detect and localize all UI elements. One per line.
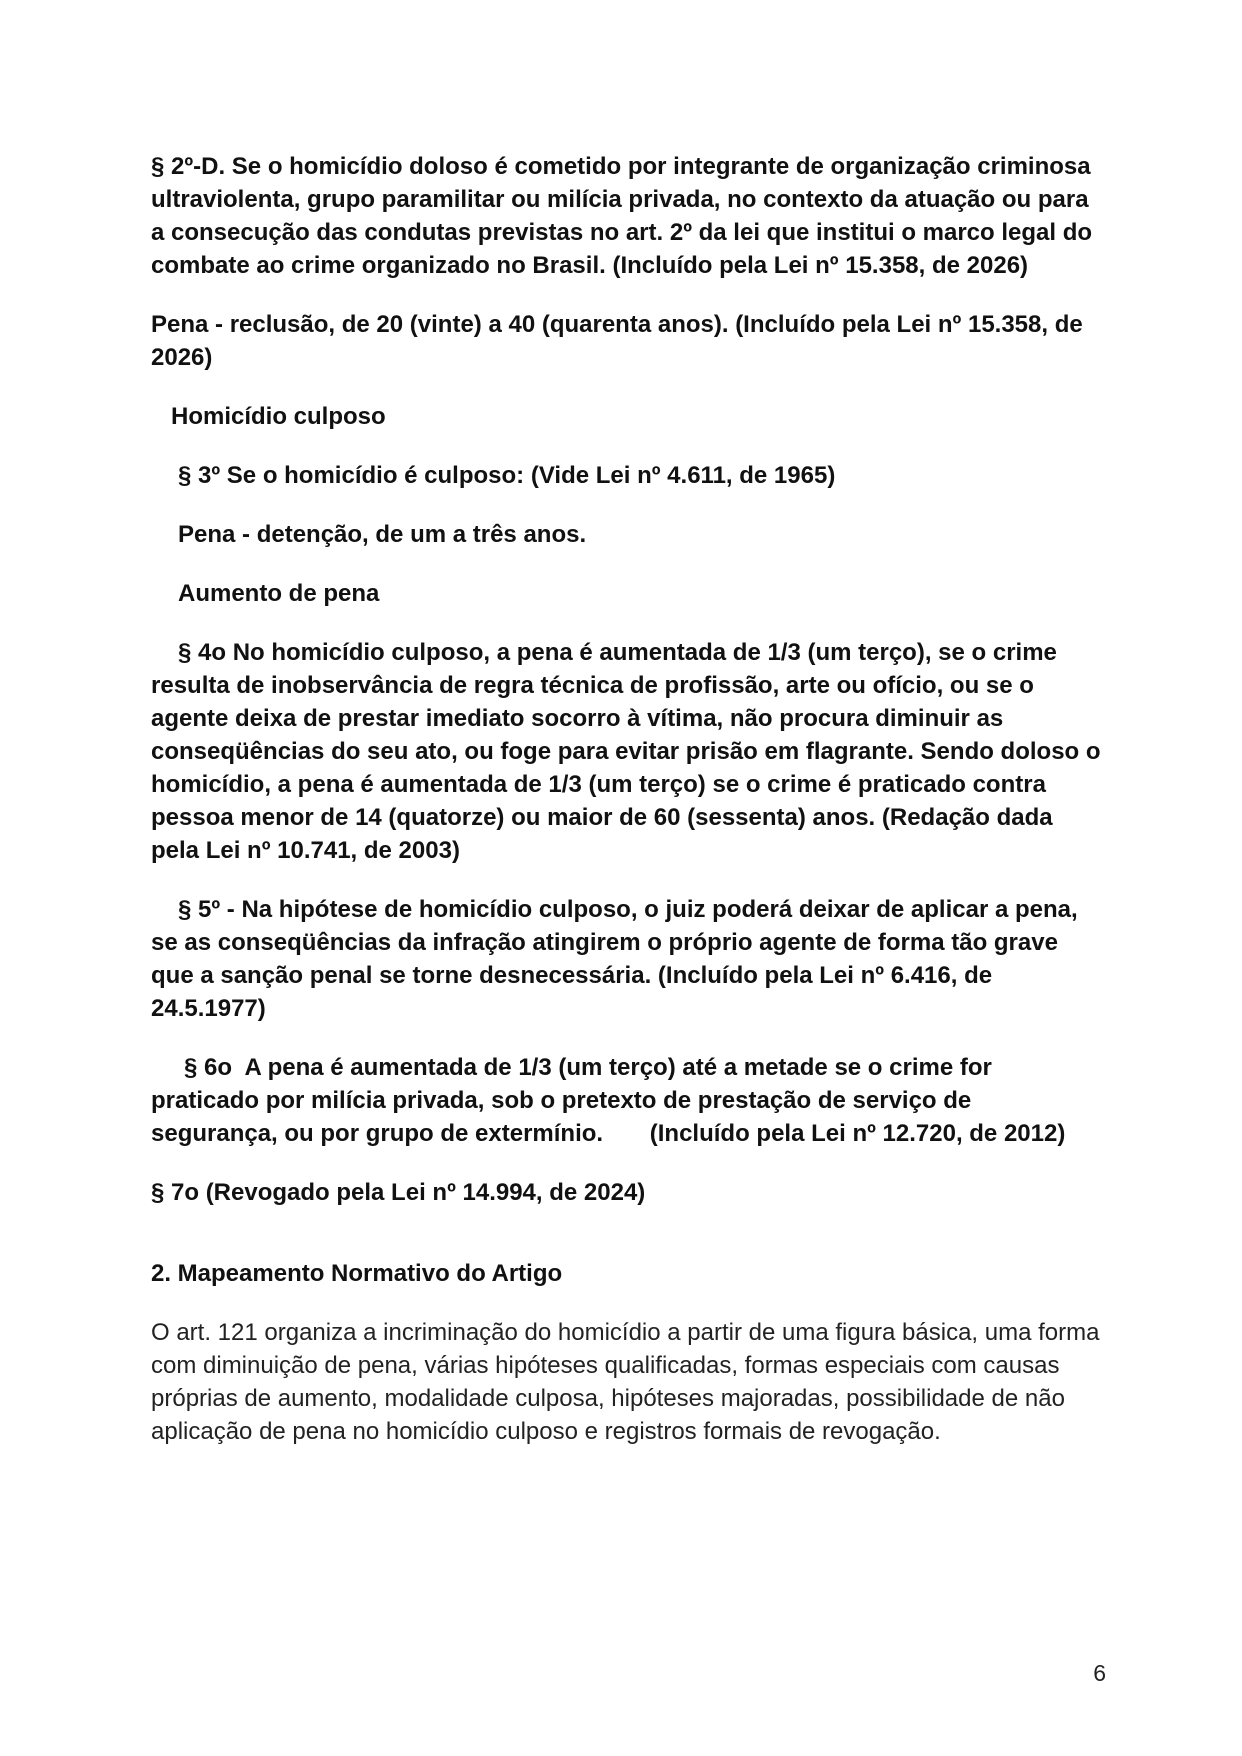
page-number: 6	[1093, 1660, 1106, 1686]
heading-homicidio-culposo: Homicídio culposo	[171, 403, 386, 430]
page-content	[151, 150, 1101, 1448]
section-heading: 2. Mapeamento Normativo do Artigo	[151, 1260, 563, 1287]
paragraph-2d: § 2º-D. Se o homicídio doloso é cometido por integrante de organização criminosa ultraviolenta, grupo paramilitar ou milícia privada, no contexto da atuação ou para a consecução das condutas previstas no art. 2º da lei que institui o marco legal do combate ao crime organizado no Brasil. (Incluído pela Lei nº 15.358, de 2026)	[151, 153, 1093, 279]
paragraph-6: § 6o A pena é aumentada de 1/3 (um terço) até a metade se o crime for praticado por milícia privada, sob o pretexto de prestação de serviço de segurança, ou por grupo de extermínio. (Incluído pela Lei nº 12.720, de 2012)	[151, 1054, 1066, 1147]
body-text: O art. 121 organiza a incriminação do homicídio a partir de uma figura básica, uma forma com diminuição de pena, várias hipóteses qualificadas, formas especiais com causas próprias de aumento, modalidade culposa, hipóteses majoradas, possibilidade de não aplicação de pena no homicídio culposo e registros formais de revogação.	[151, 1319, 1100, 1445]
paragraph-5: § 5º - Na hipótese de homicídio culposo, o juiz poderá deixar de aplicar a pena, se as conseqüências da infração atingirem o próprio agente de forma tão grave que a sanção penal se torne desnecessária. (Incluído pela Lei nº 6.416, de 24.5.1977)	[151, 896, 1078, 1022]
pena-2d: Pena - reclusão, de 20 (vinte) a 40 (quarenta anos). (Incluído pela Lei nº 15.358, de 2026)	[151, 311, 1083, 371]
paragraph-4: § 4o No homicídio culposo, a pena é aumentada de 1/3 (um terço), se o crime resulta de inobservância de regra técnica de profissão, arte ou ofício, ou se o agente deixa de prestar imediato socorro à vítima, não procura diminuir as conseqüências do seu ato, ou foge para evitar prisão em flagrante. Sendo doloso o homicídio, a pena é aumentada de 1/3 (um terço) se o crime é praticado contra pessoa menor de 14 (quatorze) ou maior de 60 (sessenta) anos. (Redação dada pela Lei nº 10.741, de 2003)	[151, 639, 1101, 864]
pena-3: Pena - detenção, de um a três anos.	[178, 521, 587, 548]
paragraph-7: § 7o (Revogado pela Lei nº 14.994, de 2024)	[151, 1179, 646, 1206]
heading-aumento-de-pena: Aumento de pena	[178, 580, 380, 607]
paragraph-3: § 3º Se o homicídio é culposo: (Vide Lei nº 4.611, de 1965)	[178, 462, 836, 489]
